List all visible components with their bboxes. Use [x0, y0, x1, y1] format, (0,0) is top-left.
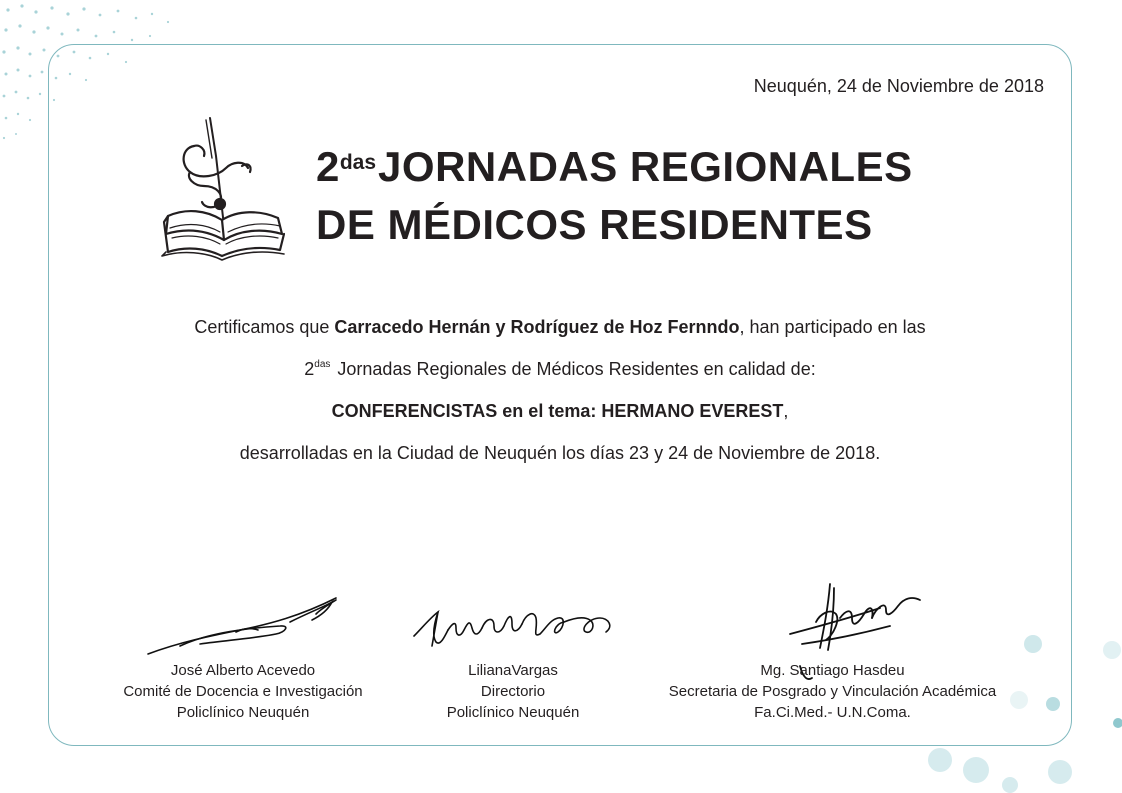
signer-institution: Policlínico Neuquén	[446, 704, 580, 721]
signer-name: Mg. Santiago Hasdeu	[760, 662, 905, 679]
signer-institution: Policlínico Neuquén	[176, 704, 310, 721]
title-ordinal-suffix: das	[339, 151, 377, 174]
signer-name: LilianaVargas	[468, 662, 558, 679]
certificate-title	[316, 142, 913, 250]
body-line-1-suffix: , han participado en las	[739, 317, 926, 337]
body-line-2-number: 2	[304, 359, 315, 379]
title-line-2: DE MÉDICOS RESIDENTES	[316, 201, 873, 248]
body-line-4: desarrolladas en la Ciudad de Neuquén los días 23 y 24 de Noviembre de 2018.	[239, 443, 881, 463]
title-ordinal-number: 2	[316, 143, 340, 190]
signer-role: Secretaria de Posgrado y Vinculación Académica	[668, 683, 997, 700]
body-line-1	[48, 316, 1072, 338]
participation-role-topic: CONFERENCISTAS en el tema: HERMANO EVEREST	[331, 401, 784, 421]
recipient-names: Carracedo Hernán y Rodríguez de Hoz Fernndo	[334, 317, 740, 337]
title-line-1-text: JORNADAS REGIONALES	[378, 143, 913, 190]
book-stethoscope-logo-icon	[160, 116, 285, 261]
body-line-2	[48, 358, 1072, 384]
body-line-2-text: Jornadas Regionales de Médicos Residentes en calidad de:	[332, 359, 816, 379]
signer-name: José Alberto Acevedo	[170, 662, 316, 679]
signature-block-1	[98, 660, 388, 723]
place-date: Neuquén, 24 de Noviembre de 2018	[753, 76, 1044, 96]
signer-institution: Fa.Ci.Med.- U.N.Coma.	[754, 704, 911, 721]
signer-role: Directorio	[480, 683, 546, 700]
signature-block-3	[645, 660, 1020, 723]
body-line-2-ordinal-suffix: das	[314, 359, 331, 370]
signature-2-handwriting	[408, 598, 628, 658]
title-line-1	[316, 142, 913, 200]
body-line-3	[48, 400, 1072, 422]
signature-block-2	[388, 660, 638, 723]
body-line-3-tail: ,	[783, 401, 789, 421]
signature-1-handwriting	[140, 592, 350, 662]
signer-role: Comité de Docencia e Investigación	[123, 683, 363, 700]
body-line-1-prefix: Certificamos que	[194, 317, 335, 337]
